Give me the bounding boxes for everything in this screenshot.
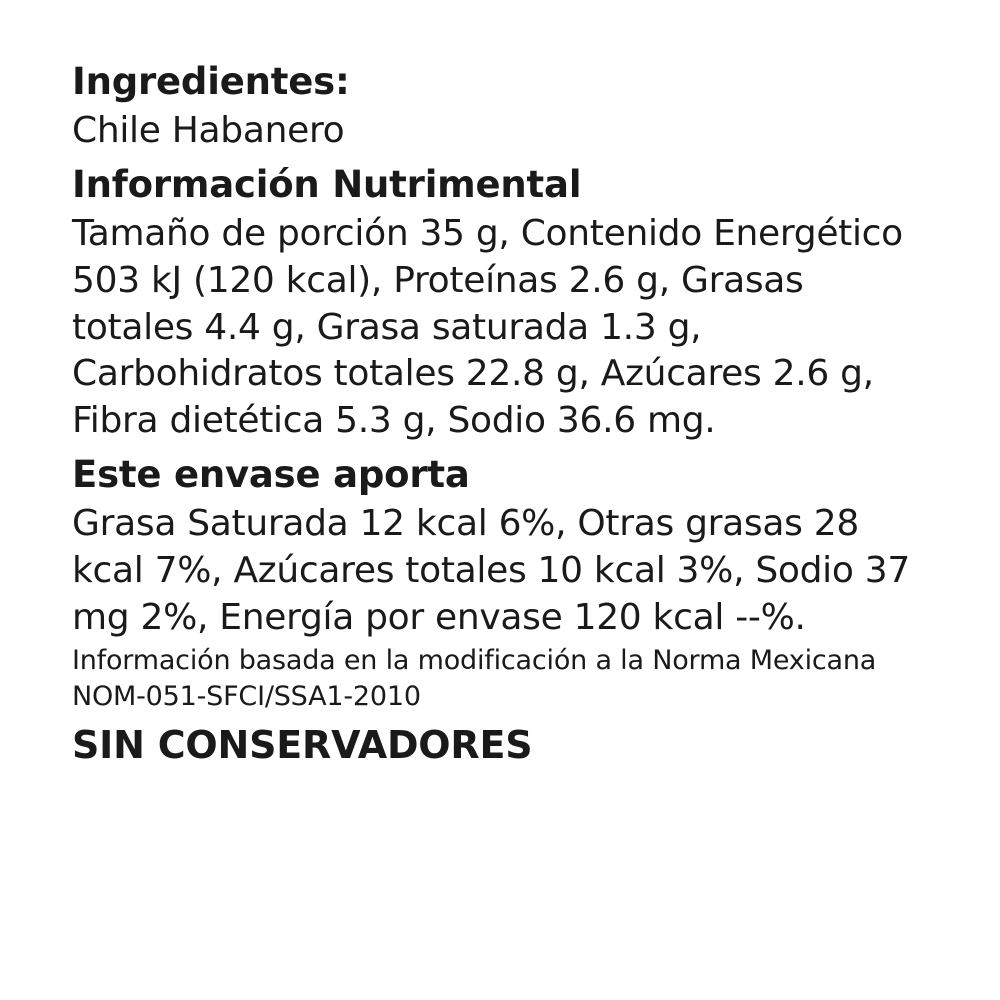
contribution-text: Grasa Saturada 12 kcal 6%, Otras grasas 28 kcal 7%, Azúcares totales 10 kcal 3%, Sodio 37 mg 2%, Energía por envase 120 kcal --%.: [72, 503, 910, 638]
contribution-heading: Este envase aporta: [72, 452, 470, 496]
nutrition-facts-text: Tamaño de porción 35 g, Contenido Energético 503 kJ (120 kcal), Proteínas 2.6 g, Grasas totales 4.4 g, Grasa saturada 1.3 g, Carbohidratos totales 22.8 g, Azúcares 2.6 g, Fibra dietética 5.3 g, Sodio 36.6 mg.: [72, 212, 903, 442]
norm-note: Información basada en la modificación a la Norma Mexicana NOM-051-SFCI/SSA1-2010: [72, 645, 877, 713]
ingredients-text: Chile Habanero: [72, 110, 345, 152]
ingredients-heading: Ingredientes:: [72, 60, 350, 103]
nutrition-heading: Información Nutrimental: [72, 162, 582, 206]
no-preservatives-statement: SIN CONSERVADORES: [72, 722, 533, 767]
